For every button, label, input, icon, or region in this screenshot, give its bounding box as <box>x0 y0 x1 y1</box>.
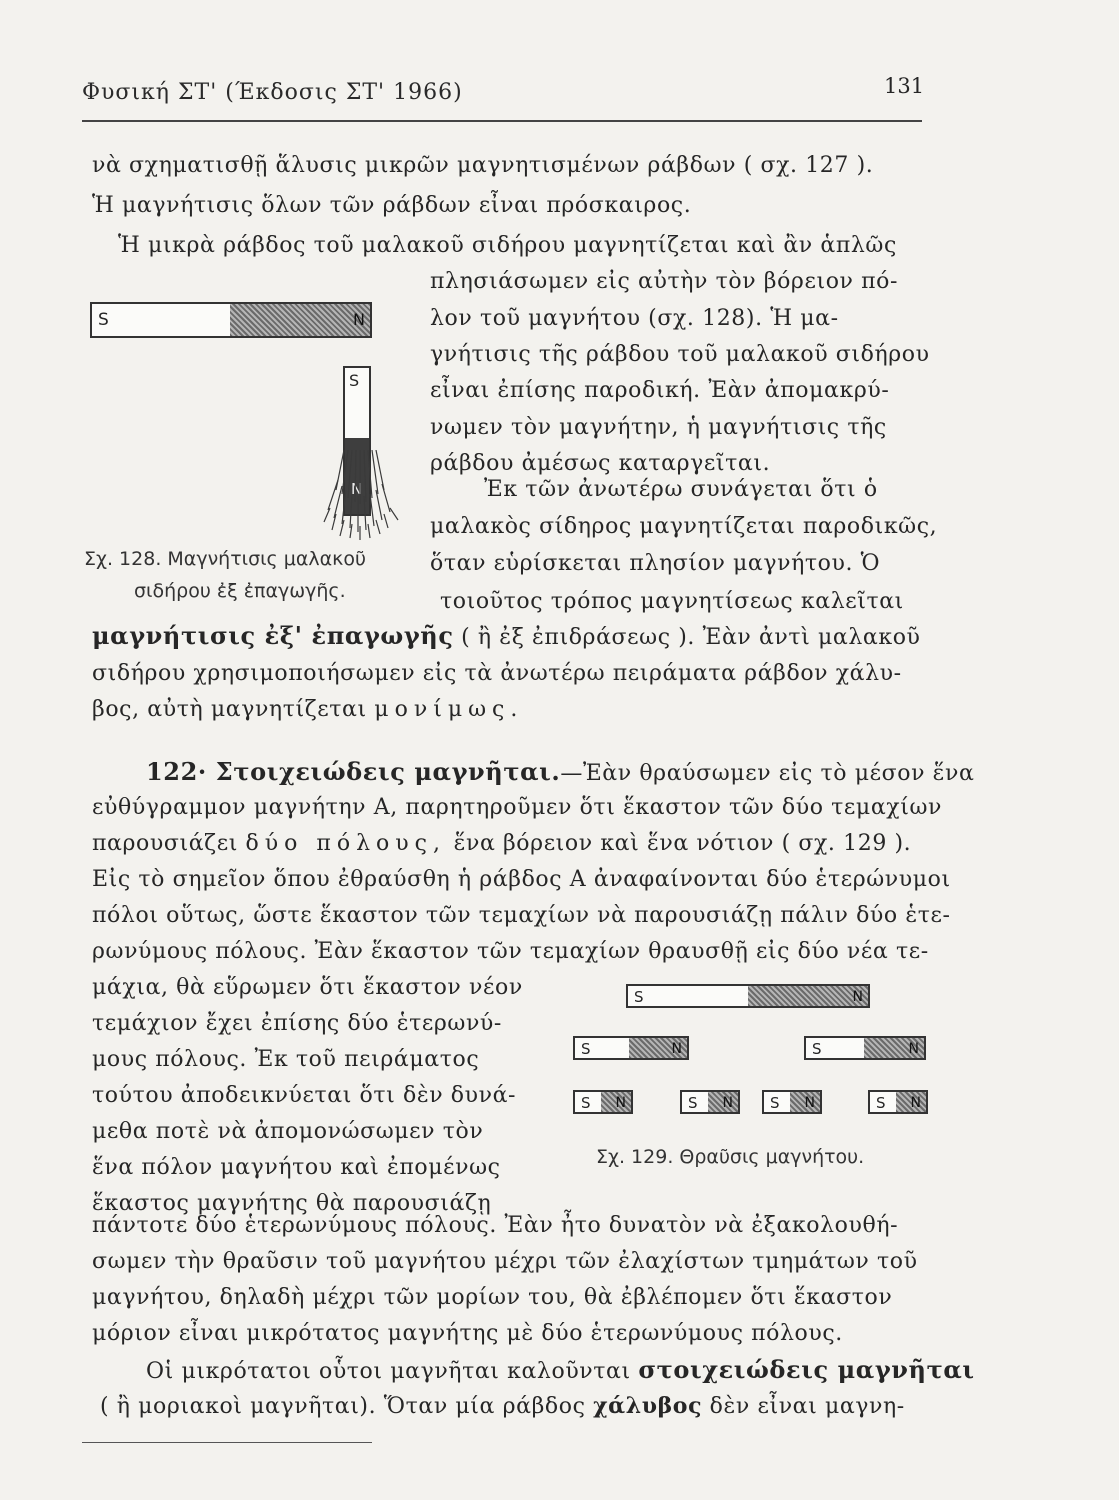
pole-n-label: N <box>910 1095 921 1111</box>
text-line: ἕνα πόλον μαγνήτου καὶ ἐπομένως <box>92 1155 501 1180</box>
text-line <box>92 830 911 858</box>
quarter-magnet-bar <box>573 1090 633 1114</box>
text-span: δὲν εἶναι μαγνη- <box>709 1394 905 1419</box>
text-line: μους πόλους. Ἐκ τοῦ πειράματος <box>92 1047 480 1072</box>
text-span: παρουσιάζει <box>92 831 238 856</box>
footer-rule <box>82 1442 372 1443</box>
figure-128-caption-line1: Σχ. 128. Μαγνήτισις μαλακοῦ <box>84 548 366 570</box>
pole-s-label: S <box>688 1094 698 1112</box>
text-span: Οἱ μικρότατοι οὗτοι μαγνῆται καλοῦνται <box>146 1359 631 1384</box>
text-span: βος, αὐτὴ μαγνητίζεται <box>92 697 367 722</box>
text-line: πόλοι οὕτως, ὥστε ἕκαστον τῶν τεμαχίων νὰ παρουσιάζῃ πάλιν δύο ἑτε- <box>92 903 951 928</box>
text-span: ( ἢ μοριακοὶ μαγνῆται). Ὅταν μία ράβδος <box>100 1394 586 1419</box>
quarter-magnet-bar <box>762 1090 822 1114</box>
rod-pole-n-label: N <box>351 480 363 498</box>
text-line: μόριον εἶναι μικρότατος μαγνήτης μὲ δύο ἑτερωνύμους πόλους. <box>92 1321 843 1346</box>
pole-s-label: S <box>634 988 644 1006</box>
figure-128-caption-line2: σιδήρου ἐξ ἐπαγωγῆς. <box>134 580 346 602</box>
pole-n-label: N <box>908 1041 919 1057</box>
half-magnet-bar <box>573 1036 689 1060</box>
pole-s-label: S <box>812 1040 822 1058</box>
text-line <box>146 758 974 788</box>
text-line <box>100 1392 905 1421</box>
text-span: ( ἢ ἐξ ἐπιδράσεως ). Ἐὰν ἀντὶ μαλακοῦ <box>461 625 921 650</box>
pole-s-label: S <box>581 1040 591 1058</box>
text-line <box>92 622 921 652</box>
pole-n-label: N <box>852 989 863 1005</box>
term-steel: χάλυβος <box>593 1393 703 1419</box>
page-number: 131 <box>884 74 925 98</box>
text-line <box>146 1356 975 1386</box>
term-elementary-magnets: στοιχειώδεις μαγνῆται <box>638 1355 975 1384</box>
pole-n-label: N <box>671 1041 682 1057</box>
north-pole-hatching <box>230 304 370 336</box>
half-magnet-bar <box>804 1036 926 1060</box>
text-line: νὰ σχηματισθῇ ἅλυσις μικρῶν μαγνητισμένων ράβδων ( σχ. 127 ). <box>92 153 874 178</box>
whole-magnet-bar <box>626 984 870 1008</box>
quarter-magnet-bar <box>868 1090 928 1114</box>
text-line: μαλακὸς σίδηρος μαγνητίζεται παροδικῶς, <box>430 514 938 539</box>
text-line: ρωνύμους πόλους. Ἐὰν ἕκαστον τῶν τεμαχίων θραυσθῇ εἰς δύο νέα τε- <box>92 939 929 964</box>
text-line: εὐθύγραμμον μαγνήτην Α, παρητηροῦμεν ὅτι ἕκαστον τῶν δύο τεμαχίων <box>92 795 942 820</box>
text-line: μεθα ποτὲ νὰ ἀπομονώσωμεν τὸν <box>92 1119 484 1144</box>
text-span: ἕνα βόρειον καὶ ἕνα νότιον ( σχ. 129 ). <box>453 831 912 856</box>
text-line: πλησιάσωμεν εἰς αὐτὴν τὸν βόρειον πό- <box>430 269 899 294</box>
text-span: —Ἐὰν θραύσωμεν εἰς τὸ μέσον ἕνα <box>560 761 975 786</box>
text-line: Ἡ μικρὰ ράβδος τοῦ μαλακοῦ σιδήρου μαγνητίζεται καὶ ἂν ἁπλῶς <box>118 233 897 258</box>
text-line: ὅταν εὑρίσκεται πλησίον μαγνήτου. Ὁ <box>430 551 881 576</box>
pole-s-label: S <box>770 1094 780 1112</box>
text-line: τοιοῦτος τρόπος μαγνητίσεως καλεῖται <box>440 589 904 614</box>
running-head: Φυσική ΣΤ' (Έκδοσις ΣΤ' 1966) <box>82 80 463 105</box>
text-line: λον τοῦ μαγνήτου (σχ. 128). Ἡ μα- <box>430 306 839 331</box>
rod-pole-s-label: S <box>349 371 360 390</box>
text-line <box>92 696 523 724</box>
pole-n-label: N <box>353 310 365 329</box>
quarter-magnet-bar <box>680 1090 740 1114</box>
pole-n-label: N <box>722 1095 733 1111</box>
text-line: μαγνήτου, δηλαδὴ μέχρι τῶν μορίων του, θὰ ἐβλέπομεν ὅτι ἕκαστον <box>92 1285 893 1310</box>
pole-s-label: S <box>98 310 109 330</box>
pole-s-label: S <box>581 1094 591 1112</box>
spaced-term: δύο πόλους, <box>245 831 446 856</box>
term-magnetization-induction: μαγνήτισις ἐξ' ἐπαγωγῆς <box>92 621 454 650</box>
text-line: σιδήρου χρησιμοποιήσωμεν εἰς τὰ ἀνωτέρω πειράματα ράβδον χάλυ- <box>92 661 902 686</box>
text-line: γνήτισις τῆς ράβδου τοῦ μαλακοῦ σιδήρου <box>430 342 930 367</box>
pole-n-label: N <box>615 1095 626 1111</box>
spaced-term: μονίμως. <box>374 697 524 722</box>
text-line: πάντοτε δύο ἑτερωνύμους πόλους. Ἐὰν ἦτο δυνατὸν νὰ ἐξακολουθή- <box>92 1213 899 1238</box>
text-line: Ἐκ τῶν ἀνωτέρω συνάγεται ὅτι ὁ <box>484 477 878 502</box>
figure-129-caption: Σχ. 129. Θραῦσις μαγνήτου. <box>596 1146 865 1168</box>
text-line: μάχια, θὰ εὕρωμεν ὅτι ἕκαστον νέον <box>92 975 523 1000</box>
header-rule <box>82 120 922 122</box>
text-line: εἶναι ἐπίσης παροδική. Ἐὰν ἀπομακρύ- <box>430 378 890 403</box>
text-line: τούτου ἀποδεικνύεται ὅτι δὲν δυνά- <box>92 1083 517 1108</box>
text-line: τεμάχιον ἔχει ἐπίσης δύο ἑτερωνύ- <box>92 1011 502 1036</box>
text-line: ἕκαστος μαγνήτης θὰ παρουσιάζῃ <box>92 1191 492 1216</box>
text-line: Ἡ μαγνήτισις ὅλων τῶν ράβδων εἶναι πρόσκαιρος. <box>92 193 692 218</box>
text-line: ράβδου ἀμέσως καταργεῖται. <box>430 451 771 476</box>
iron-filings <box>322 450 402 540</box>
text-line: νωμεν τὸν μαγνήτην, ἡ μαγνήτισις τῆς <box>430 415 887 440</box>
text-line: σωμεν τὴν θραῦσιν τοῦ μαγνήτου μέχρι τῶν ἐλαχίστων τμημάτων τοῦ <box>92 1249 918 1274</box>
north-pole-hatching <box>748 986 868 1006</box>
section-122-heading: 122· Στοιχειώδεις μαγνῆται. <box>146 757 561 786</box>
pole-s-label: S <box>876 1094 886 1112</box>
pole-n-label: N <box>804 1095 815 1111</box>
text-line: Εἰς τὸ σημεῖον ὅπου ἐθραύσθη ἡ ράβδος Α ἀναφαίνονται δύο ἑτερώνυμοι <box>92 867 951 892</box>
bar-magnet <box>90 302 372 338</box>
